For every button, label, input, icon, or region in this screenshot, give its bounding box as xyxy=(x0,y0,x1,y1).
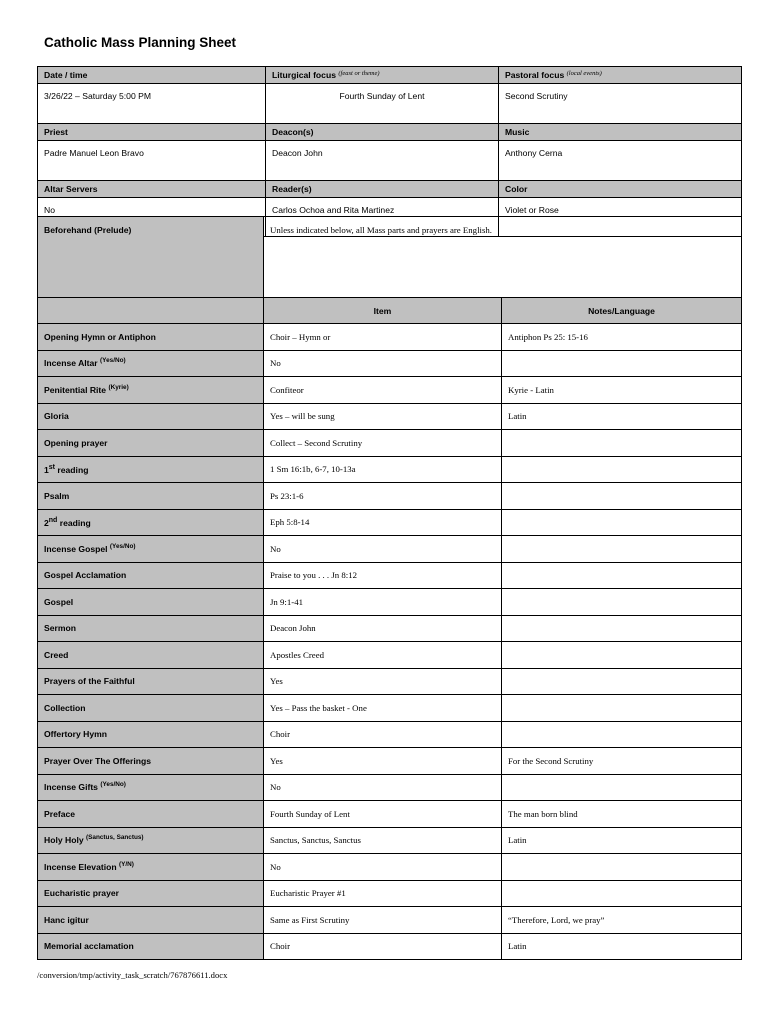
table-row xyxy=(38,509,742,536)
row-label xyxy=(38,642,264,669)
table-row xyxy=(38,774,742,801)
row-label-text: Gloria xyxy=(44,411,69,422)
table-row xyxy=(38,430,742,457)
row-item[interactable]: No xyxy=(264,350,502,377)
row-notes[interactable] xyxy=(502,536,742,563)
row-label-text: Eucharistic prayer xyxy=(44,888,119,899)
row-label xyxy=(38,456,264,483)
row-label xyxy=(38,562,264,589)
column-header-notes: Notes/Language xyxy=(502,298,742,324)
music-label: Music xyxy=(499,124,742,141)
row-notes[interactable] xyxy=(502,774,742,801)
row-item[interactable]: Choir xyxy=(264,721,502,748)
row-label-text: Incense Altar xyxy=(44,358,98,369)
row-item[interactable]: Yes – Pass the basket - One xyxy=(264,695,502,722)
table-row xyxy=(38,483,742,510)
liturgical-focus-value[interactable]: Fourth Sunday of Lent xyxy=(266,84,499,124)
row-label xyxy=(38,324,264,351)
row-label xyxy=(38,933,264,960)
table-row xyxy=(38,324,742,351)
table-row xyxy=(38,350,742,377)
row-label-hint: (Yes/No) xyxy=(109,542,136,550)
row-item[interactable]: Yes xyxy=(264,668,502,695)
row-label xyxy=(38,695,264,722)
row-item[interactable]: 1 Sm 16:1b, 6-7, 10-13a xyxy=(264,456,502,483)
row-notes[interactable]: The man born blind xyxy=(502,801,742,828)
row-label-text: Incense Gospel xyxy=(44,543,108,554)
footer-file-path: /conversion/tmp/activity_task_scratch/767876611.docx xyxy=(37,970,228,980)
row-notes[interactable]: “Therefore, Lord, we pray” xyxy=(502,907,742,934)
table-row xyxy=(38,695,742,722)
row-label-text: Sermon xyxy=(44,623,76,634)
table-row xyxy=(38,615,742,642)
table-row xyxy=(38,589,742,616)
table-row xyxy=(38,562,742,589)
plan-rows xyxy=(38,324,742,960)
pastoral-focus-value[interactable]: Second Scrutiny xyxy=(499,84,742,124)
row-notes[interactable] xyxy=(502,854,742,881)
row-label-hint: (Kyrie) xyxy=(108,383,129,391)
color-value[interactable]: Violet or Rose xyxy=(499,198,742,237)
row-item[interactable]: Collect – Second Scrutiny xyxy=(264,430,502,457)
prelude-text[interactable]: Unless indicated below, all Mass parts and prayers are English. xyxy=(264,217,742,298)
row-notes[interactable] xyxy=(502,668,742,695)
row-notes[interactable] xyxy=(502,721,742,748)
row-item[interactable]: Yes – will be sung xyxy=(264,403,502,430)
row-item[interactable]: Deacon John xyxy=(264,615,502,642)
row-item[interactable]: No xyxy=(264,774,502,801)
table-row xyxy=(38,668,742,695)
row-item[interactable]: Confiteor xyxy=(264,377,502,404)
table-row xyxy=(38,827,742,854)
row-item[interactable]: Same as First Scrutiny xyxy=(264,907,502,934)
table-row xyxy=(38,880,742,907)
row-notes[interactable] xyxy=(502,350,742,377)
row-notes[interactable] xyxy=(502,589,742,616)
row-item[interactable]: Apostles Creed xyxy=(264,642,502,669)
row-label-text: Hanc igitur xyxy=(44,914,89,925)
table-row xyxy=(38,854,742,881)
row-label-text: Memorial acclamation xyxy=(44,941,134,952)
row-label-hint: (Yes/No) xyxy=(100,781,126,789)
row-label-text: Psalm xyxy=(44,490,70,501)
row-label-text: Prayers of the Faithful xyxy=(44,676,135,687)
row-notes[interactable] xyxy=(502,562,742,589)
mass-plan-table xyxy=(37,216,742,960)
row-item[interactable]: Jn 9:1-41 xyxy=(264,589,502,616)
row-label-text: Opening Hymn or Antiphon xyxy=(44,331,156,342)
altar-servers-label: Altar Servers xyxy=(38,181,266,198)
liturgical-focus-label: Liturgical focus $^{(feast or theme)}$ xyxy=(266,67,499,84)
row-label xyxy=(38,721,264,748)
liturgical-focus-hint: (feast or theme) xyxy=(338,70,380,77)
pastoral-focus-hint: (local events) xyxy=(566,70,602,77)
row-label xyxy=(38,615,264,642)
pastoral-focus-label: Pastoral focus $^{(local events)}$ xyxy=(499,67,742,84)
date-time-label: Date / time xyxy=(38,67,266,84)
priest-label: Priest xyxy=(38,124,266,141)
row-label xyxy=(38,854,264,881)
row-label-ordinal: 2nd reading xyxy=(44,516,91,528)
row-label xyxy=(38,589,264,616)
row-label xyxy=(38,774,264,801)
row-item[interactable]: Eph 5:8-14 xyxy=(264,509,502,536)
row-notes[interactable] xyxy=(502,695,742,722)
row-label-text: Creed xyxy=(44,649,69,660)
row-notes[interactable]: For the Second Scrutiny xyxy=(502,748,742,775)
row-notes[interactable]: Latin xyxy=(502,403,742,430)
row-label-text: Penitential Rite xyxy=(44,384,107,395)
row-label xyxy=(38,483,264,510)
row-label xyxy=(38,880,264,907)
page-title: Catholic Mass Planning Sheet xyxy=(44,35,237,50)
row-item[interactable]: No xyxy=(264,536,502,563)
row-label-text: Prayer Over The Offerings xyxy=(44,755,151,766)
column-header-item: Item xyxy=(264,298,502,324)
row-label-hint: (Sanctus, Sanctus) xyxy=(86,834,144,842)
row-label xyxy=(38,907,264,934)
table-row xyxy=(38,933,742,960)
prelude-label: Beforehand (Prelude) xyxy=(38,217,264,298)
row-notes[interactable] xyxy=(502,615,742,642)
table-row xyxy=(38,907,742,934)
table-row xyxy=(38,721,742,748)
date-time-value[interactable]: 3/26/22 – Saturday 5:00 PM xyxy=(38,84,266,124)
table-row xyxy=(38,456,742,483)
row-item[interactable]: Fourth Sunday of Lent xyxy=(264,801,502,828)
row-label xyxy=(38,430,264,457)
row-notes[interactable]: Latin xyxy=(502,827,742,854)
table-row xyxy=(38,801,742,828)
color-label: Color xyxy=(499,181,742,198)
row-notes[interactable] xyxy=(502,509,742,536)
deacon-label: Deacon(s) xyxy=(266,124,499,141)
row-notes[interactable]: Kyrie - Latin xyxy=(502,377,742,404)
row-item[interactable]: Eucharistic Prayer #1 xyxy=(264,880,502,907)
row-label-hint: (Yes/No) xyxy=(100,357,126,365)
row-label-text: Preface xyxy=(44,808,76,819)
row-label xyxy=(38,748,264,775)
row-label xyxy=(38,377,264,404)
table-row xyxy=(38,377,742,404)
row-item[interactable]: Yes xyxy=(264,748,502,775)
row-item[interactable]: Choir – Hymn or xyxy=(264,324,502,351)
header-info-table xyxy=(37,66,742,237)
row-label xyxy=(38,668,264,695)
row-item[interactable]: Sanctus, Sanctus, Sanctus xyxy=(264,827,502,854)
row-label xyxy=(38,509,264,536)
row-notes[interactable] xyxy=(502,642,742,669)
table-row xyxy=(38,403,742,430)
row-notes[interactable] xyxy=(502,430,742,457)
row-label-text: Holy Holy xyxy=(44,835,84,846)
row-label xyxy=(38,801,264,828)
row-item[interactable]: Choir xyxy=(264,933,502,960)
row-label-text: Opening prayer xyxy=(44,437,108,448)
row-item[interactable]: Praise to you . . . Jn 8:12 xyxy=(264,562,502,589)
row-label-text: Gospel xyxy=(44,596,74,607)
readers-label: Reader(s) xyxy=(266,181,499,198)
deacon-value[interactable]: Deacon John xyxy=(266,141,499,181)
row-label-text: Collection xyxy=(44,702,86,713)
table-row xyxy=(38,536,742,563)
row-item[interactable]: No xyxy=(264,854,502,881)
row-label xyxy=(38,536,264,563)
row-label xyxy=(38,827,264,854)
priest-value[interactable]: Padre Manuel Leon Bravo xyxy=(38,141,266,181)
row-label xyxy=(38,403,264,430)
row-label-hint: (Y/N) xyxy=(119,860,134,868)
row-label-text: Incense Gifts xyxy=(44,782,98,793)
column-header-blank xyxy=(38,298,264,324)
row-notes[interactable] xyxy=(502,456,742,483)
row-notes[interactable] xyxy=(502,880,742,907)
row-notes[interactable]: Antiphon Ps 25: 15-16 xyxy=(502,324,742,351)
music-value[interactable]: Anthony Cerna xyxy=(499,141,742,181)
row-notes[interactable] xyxy=(502,483,742,510)
row-label xyxy=(38,350,264,377)
row-label-text: Incense Elevation xyxy=(44,861,117,872)
readers-value[interactable]: Carlos Ochoa and Rita Martinez xyxy=(266,198,499,237)
row-label-ordinal: 1st reading xyxy=(44,463,89,475)
row-label-text: Offertory Hymn xyxy=(44,729,108,740)
row-label-text: Gospel Acclamation xyxy=(44,570,127,581)
table-row xyxy=(38,642,742,669)
row-item[interactable]: Ps 23:1-6 xyxy=(264,483,502,510)
table-row xyxy=(38,748,742,775)
row-notes[interactable]: Latin xyxy=(502,933,742,960)
altar-servers-value[interactable]: No xyxy=(38,198,266,237)
